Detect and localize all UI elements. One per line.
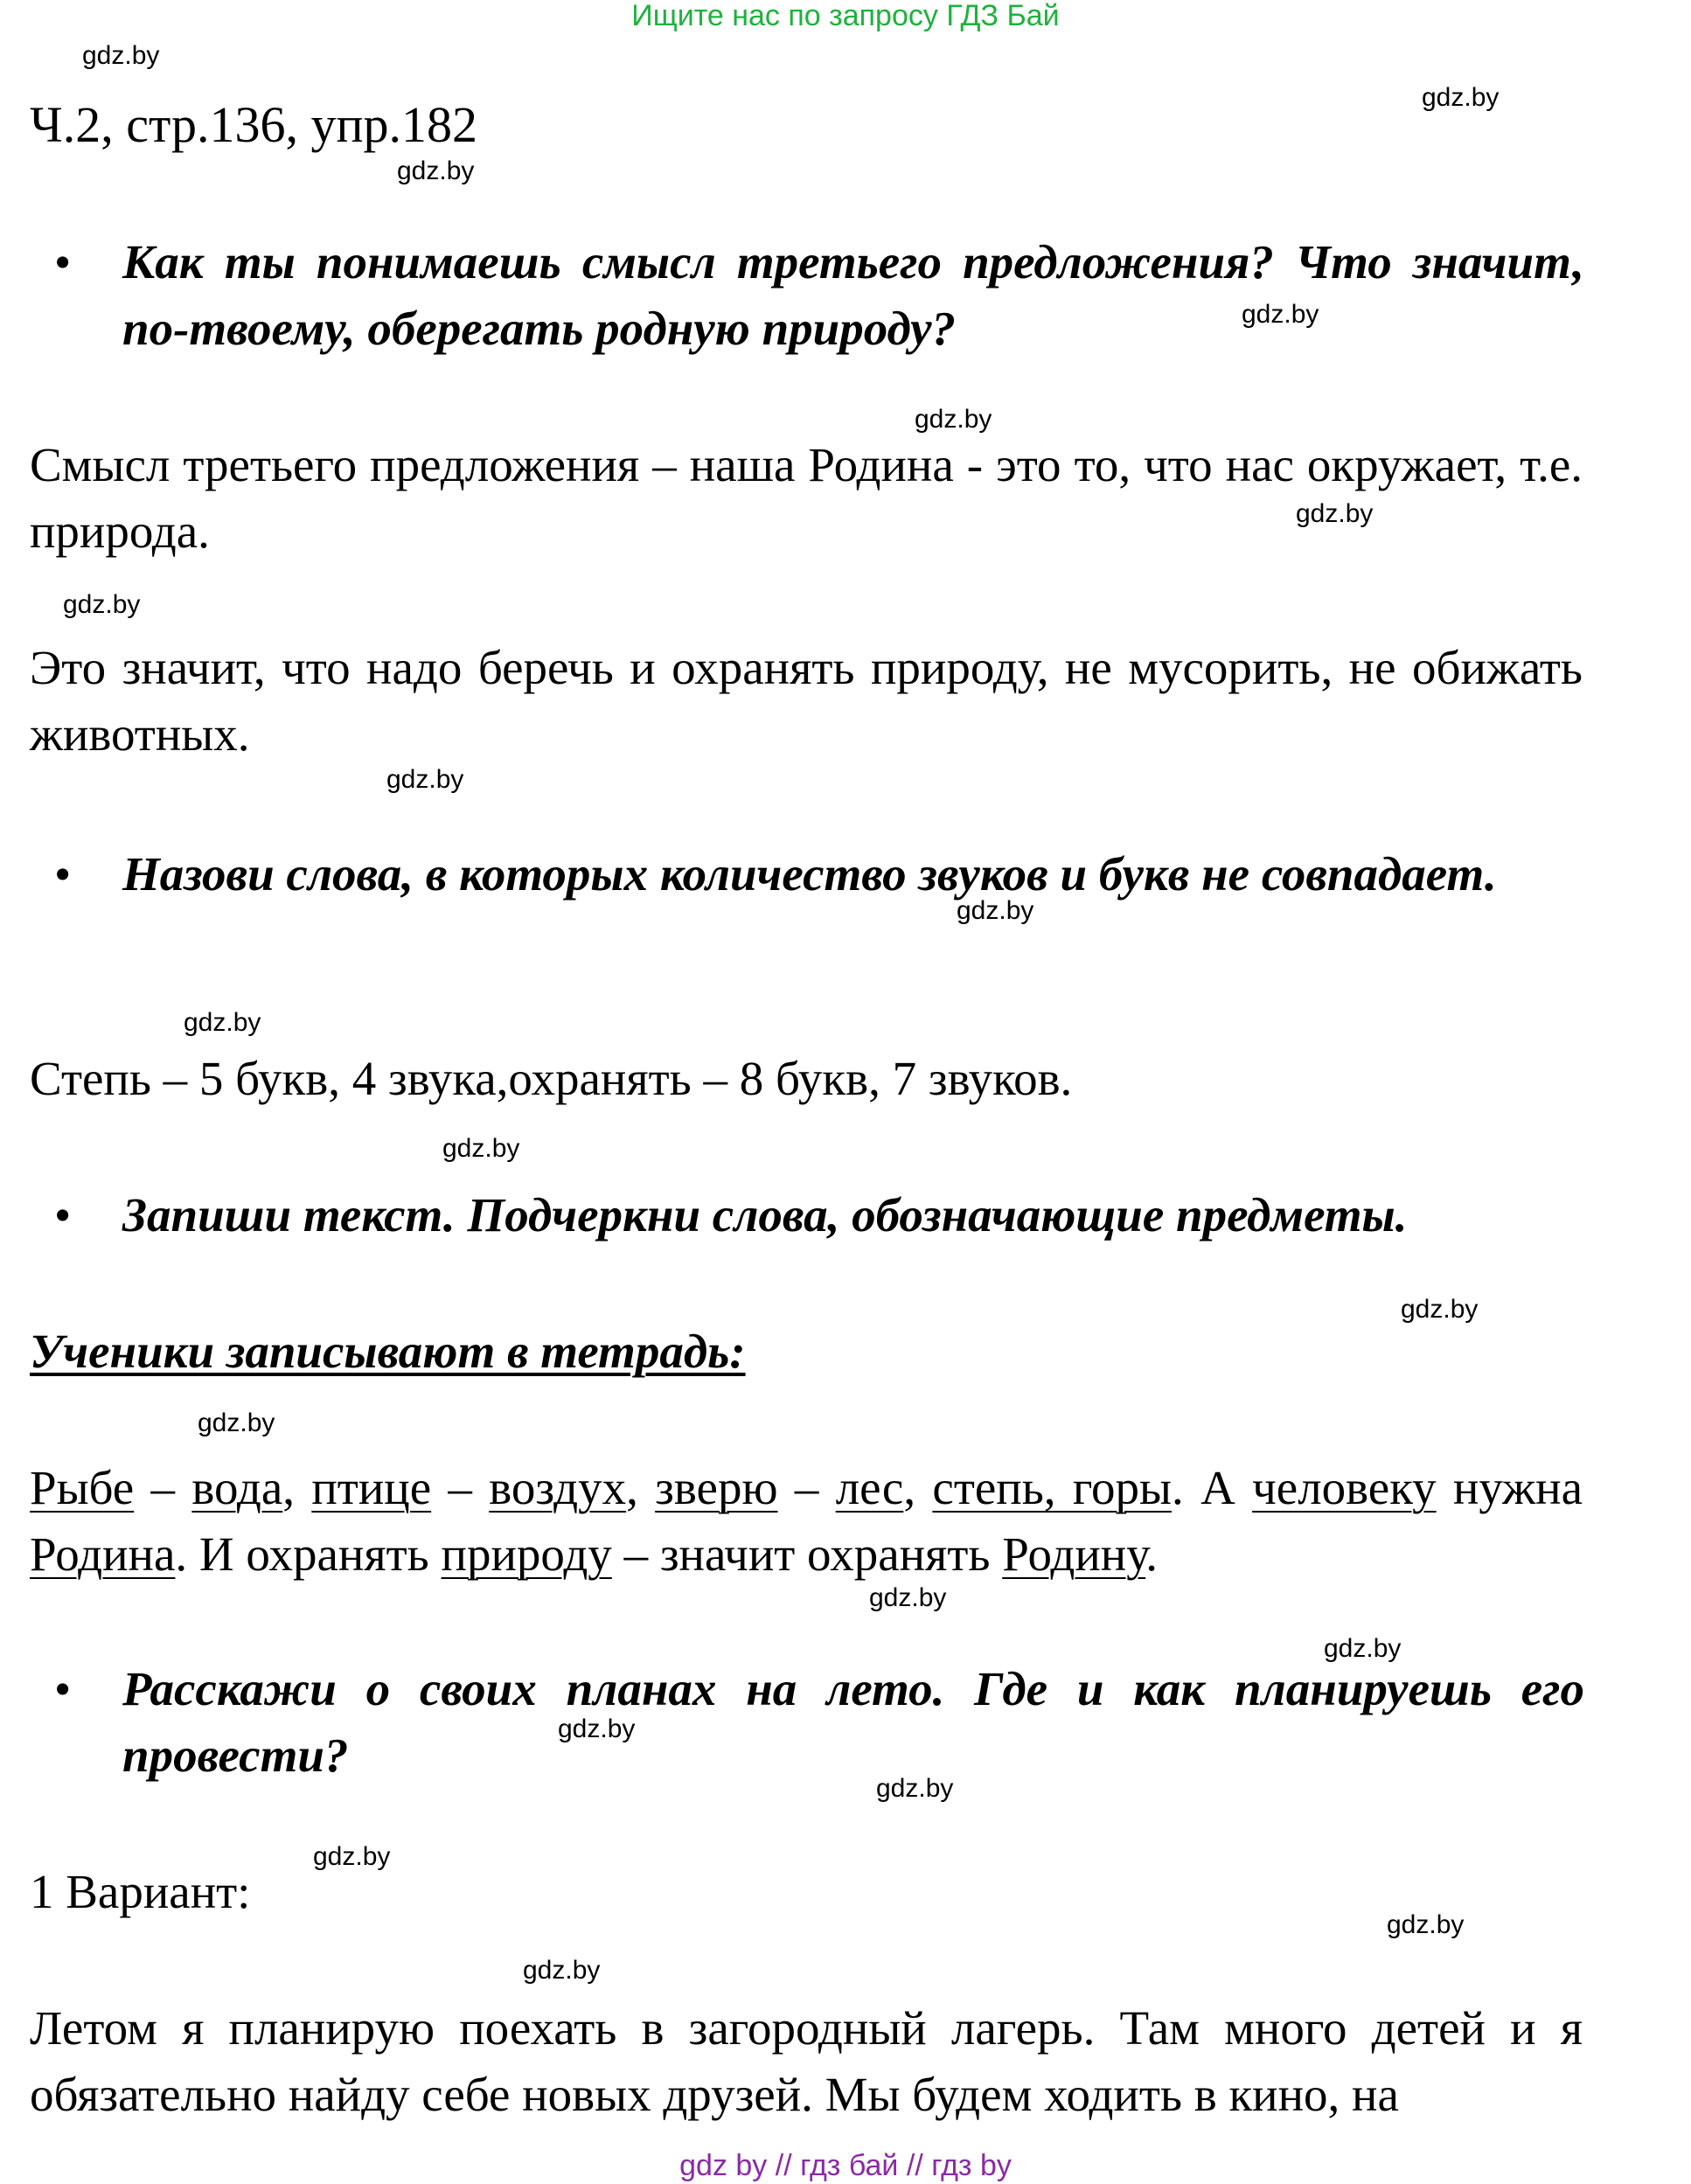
answer-1-paragraph-1: Смысл третьего предложения – наша Родина - это то, что нас окружает, т.е. природа. (30, 438, 1583, 558)
watermark: gdz.by (1324, 1634, 1402, 1663)
underlined-word: вода (191, 1461, 283, 1514)
question-2-text: Назови слова, в которых количество звуков и букв не совпадает. (122, 847, 1497, 901)
text-fragment: , (282, 1461, 312, 1514)
variant-label: 1 Вариант: (30, 1865, 251, 1918)
bullet-icon: • (54, 847, 72, 901)
footer-watermark: gdz by // гдз бай // гдз by (679, 2149, 1012, 2182)
watermark: gdz.by (82, 41, 160, 70)
subheading: Ученики записывают в тетрадь: (30, 1325, 746, 1378)
watermark: gdz.by (184, 1008, 261, 1037)
text-fragment: – значит охранять (611, 1527, 1003, 1581)
text-fragment: – (431, 1461, 490, 1514)
underlined-word: Родина (30, 1527, 176, 1581)
underlined-word: зверю (655, 1461, 778, 1514)
text-fragment: , (626, 1461, 656, 1514)
text-fragment: – (134, 1461, 192, 1514)
bullet-icon: • (54, 235, 72, 289)
question-4-text: Расскажи о своих планах на лето. Где и как планируешь его провести? (122, 1662, 1584, 1782)
question-4 (45, 1656, 1584, 1789)
question-3 (45, 1182, 1584, 1248)
underlined-word: лес (835, 1461, 904, 1514)
watermark: gdz.by (397, 156, 475, 185)
watermark: gdz.by (313, 1842, 391, 1871)
page-title: Ч.2, стр.136, упр.182 (30, 96, 478, 153)
underlined-word: птице (311, 1461, 432, 1514)
bullet-icon: • (54, 1662, 72, 1715)
watermark: gdz.by (558, 1715, 636, 1743)
bullet-icon: • (54, 1188, 72, 1242)
watermark: gdz.by (63, 590, 141, 619)
watermark: gdz.by (198, 1408, 275, 1437)
dictation-text (30, 1455, 1583, 1588)
text-fragment: нужна (1436, 1461, 1583, 1514)
underlined-word: Рыбе (30, 1461, 135, 1514)
text-fragment: . И охранять (175, 1527, 442, 1581)
watermark: gdz.by (523, 1956, 601, 1985)
underlined-word: человеку (1252, 1461, 1437, 1514)
watermark: gdz.by (1387, 1910, 1465, 1939)
watermark: gdz.by (1296, 499, 1374, 528)
watermark: gdz.by (1401, 1295, 1479, 1324)
question-3-text: Запиши текст. Подчеркни слова, обозначающие предметы. (122, 1188, 1408, 1242)
question-2 (45, 841, 1584, 908)
watermark: gdz.by (442, 1134, 520, 1163)
watermark: gdz.by (957, 896, 1034, 925)
watermark: gdz.by (1242, 300, 1319, 329)
top-banner: Ищите нас по запросу ГДЗ Бай (631, 0, 1060, 32)
answer-1-paragraph-2: Это значит, что надо беречь и охранять природу, не мусорить, не обижать животных. (30, 641, 1583, 761)
watermark: gdz.by (1422, 83, 1500, 112)
answer-2: Степь – 5 букв, 4 звука,охранять – 8 букв, 7 звуков. (30, 1052, 1073, 1105)
watermark: gdz.by (869, 1583, 947, 1612)
watermark: gdz.by (876, 1774, 954, 1803)
text-fragment: . (1145, 1527, 1158, 1581)
watermark: gdz.by (915, 405, 992, 434)
underlined-word: степь, горы (932, 1461, 1172, 1514)
underlined-word: природу (441, 1527, 612, 1581)
variant-text: Летом я планирую поехать в загородный лагерь. Там много детей и я обязательно найду себе новых друзей. Мы будем ходить в кино, на (30, 2001, 1583, 2121)
text-fragment: . А (1172, 1461, 1253, 1514)
underlined-word: воздух (489, 1461, 627, 1514)
watermark: gdz.by (386, 765, 464, 794)
question-1-text: Как ты понимаешь смысл третьего предложения? Что значит, по-твоему, оберегать родную природу? (122, 235, 1584, 355)
question-1 (45, 229, 1584, 362)
underlined-word: Родину (1002, 1527, 1146, 1581)
text-fragment: – (777, 1461, 836, 1514)
text-fragment: , (903, 1461, 933, 1514)
